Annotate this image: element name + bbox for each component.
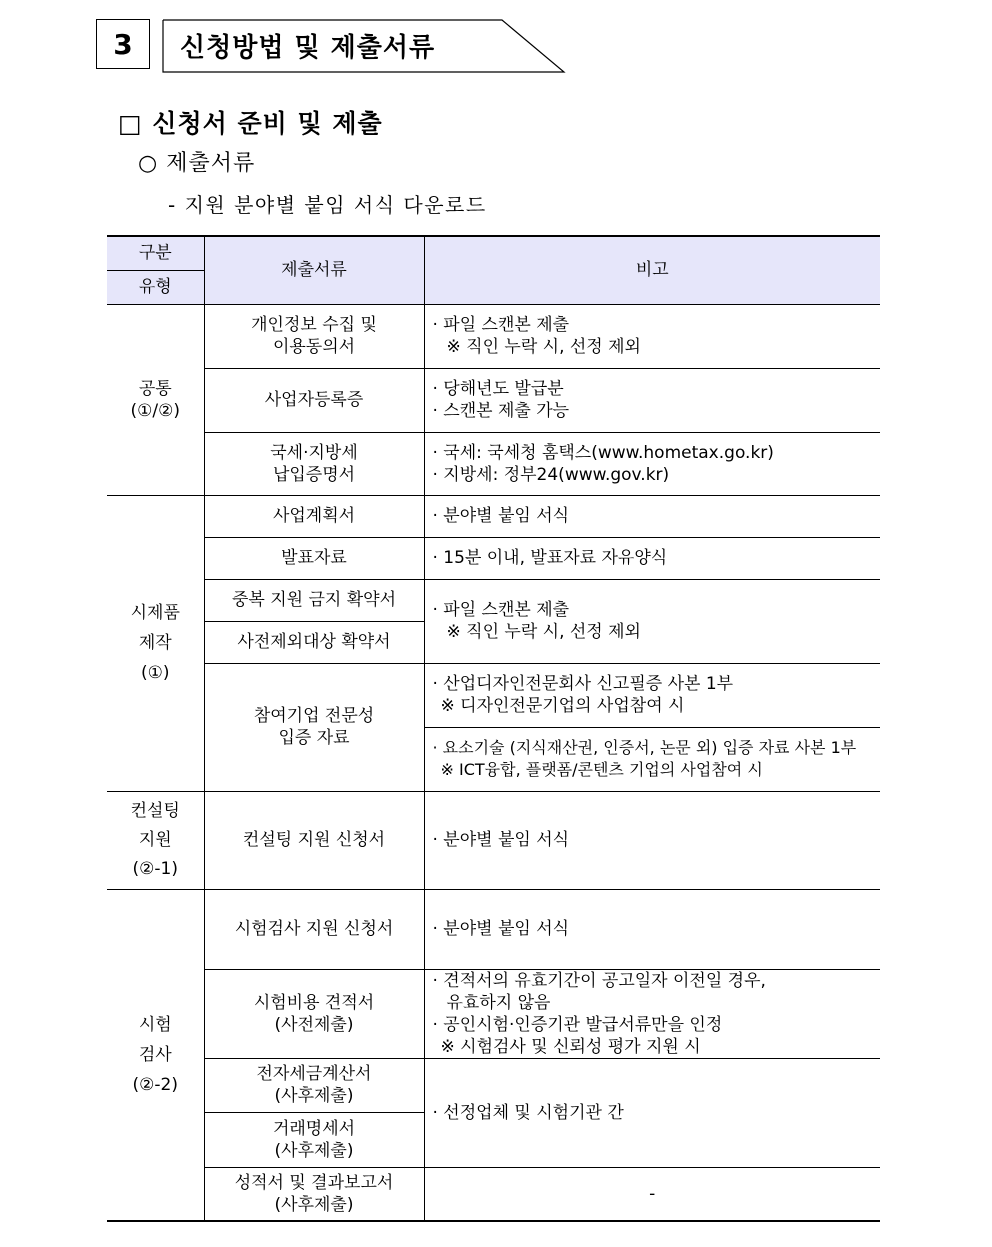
heading-download-note: - 지원 분야별 붙임 서식 다운로드 [168,193,487,217]
remark-cell: · 분야별 붙임 서식 [424,791,880,889]
remark-cell: - [424,1167,880,1221]
doc-cell: 성적서 및 결과보고서 (사후제출) [204,1167,424,1221]
header-category: 구분 [107,236,204,270]
group-label-testing: 시험 검사 (②-2) [107,889,204,1221]
doc-cell: 발표자료 [204,537,424,579]
table-row [107,1058,880,1112]
doc-cell: 참여기업 전문성 입증 자료 [204,663,424,791]
doc-cell: 사업계획서 [204,495,424,537]
remark-cell: · 분야별 붙임 서식 [424,495,880,537]
group-label-consulting: 컨설팅 지원 (②-1) [107,791,204,889]
remark-cell: · 선정업체 및 시험기관 간 [424,1058,880,1167]
remark-cell: · 견적서의 유효기간이 공고일자 이전일 경우, 유효하지 않음 · 공인시험·인증기관 발급서류만을 인정 ※ 시험검사 및 신뢰성 평가 지원 시 [424,969,880,1058]
table-row [107,1167,880,1221]
header-type: 유형 [107,270,204,304]
table-row [107,368,880,432]
doc-cell: 사업자등록증 [204,368,424,432]
remark-cell: · 분야별 붙임 서식 [424,889,880,969]
remark-cell: · 파일 스캔본 제출 ※ 직인 누락 시, 선정 제외 [424,304,880,368]
group-label-prototype: 시제품 제작 (①) [107,495,204,791]
table-row [107,663,880,727]
remark-cell: · 파일 스캔본 제출 ※ 직인 누락 시, 선정 제외 [424,579,880,663]
table-row [107,889,880,969]
remark-cell: · 산업디자인전문회사 신고필증 사본 1부 ※ 디자인전문기업의 사업참여 시 [424,663,880,727]
remark-cell: · 국세: 국세청 홈택스(www.hometax.go.kr) · 지방세: 정부24(www.gov.kr) [424,432,880,495]
doc-cell: 컨설팅 지원 신청서 [204,791,424,889]
doc-cell: 사전제외대상 확약서 [204,621,424,663]
doc-cell: 시험비용 견적서 (사전제출) [204,969,424,1058]
table-row [107,304,880,368]
remark-cell: · 당해년도 발급분 · 스캔본 제출 가능 [424,368,880,432]
doc-cell: 중복 지원 금지 확약서 [204,579,424,621]
documents-table [107,235,880,1222]
table-row [107,579,880,621]
heading-prepare-submit: □ 신청서 준비 및 제출 [118,109,383,138]
header-documents: 제출서류 [204,236,424,304]
remark-cell: · 15분 이내, 발표자료 자유양식 [424,537,880,579]
doc-cell: 국세·지방세 납입증명서 [204,432,424,495]
doc-cell: 시험검사 지원 신청서 [204,889,424,969]
table-row [107,791,880,889]
section-number: 3 [96,19,150,69]
table-row [107,537,880,579]
doc-cell: 전자세금계산서 (사후제출) [204,1058,424,1112]
remark-cell: · 요소기술 (지식재산권, 인증서, 논문 외) 입증 자료 사본 1부 ※ ICT융합, 플랫폼/콘텐츠 기업의 사업참여 시 [424,727,880,791]
group-label-common: 공통 (①/②) [107,304,204,495]
table-row [107,432,880,495]
table-header-row [107,236,880,270]
doc-cell: 개인정보 수집 및 이용동의서 [204,304,424,368]
header-remarks: 비고 [424,236,880,304]
doc-cell: 거래명세서 (사후제출) [204,1112,424,1167]
table-row [107,495,880,537]
section-title: 신청방법 및 제출서류 [180,32,436,63]
table-row [107,969,880,1058]
heading-documents: ○ 제출서류 [138,151,256,176]
